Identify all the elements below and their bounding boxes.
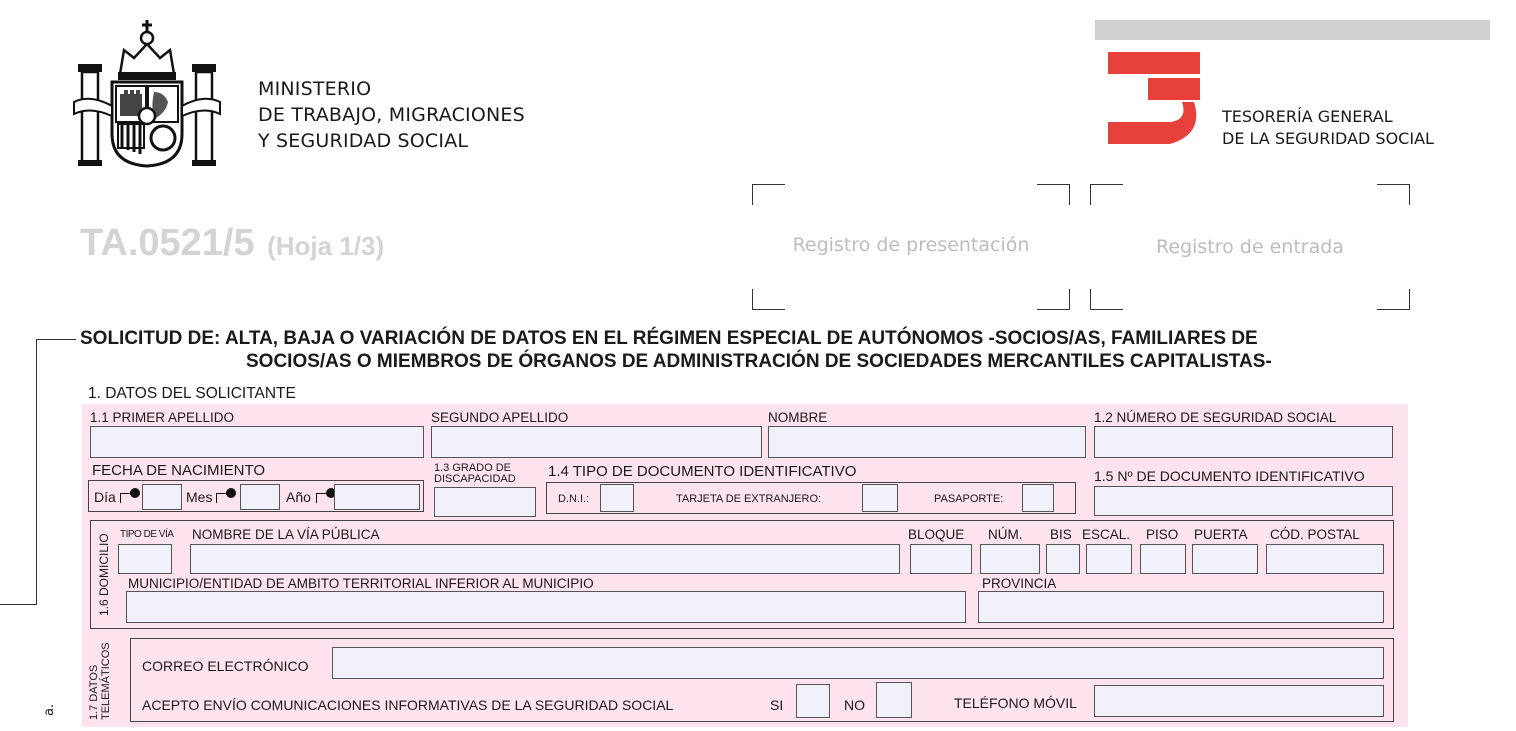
municipio-label: MUNICIPIO/ENTIDAD DE AMBITO TERRITORIAL INFERIOR AL MUNICIPIO xyxy=(128,576,594,591)
tipo-via-field[interactable] xyxy=(118,544,172,574)
tarjeta-extranjero-label: TARJETA DE EXTRANJERO: xyxy=(676,493,822,505)
dia-field[interactable] xyxy=(142,484,182,510)
correo-label: CORREO ELECTRÓNICO xyxy=(142,658,309,674)
num-field[interactable] xyxy=(980,544,1040,574)
telematicos-label-2: TELEMÁTICOS xyxy=(100,642,112,720)
ministry-name xyxy=(258,76,525,154)
ministry-line: Y SEGURIDAD SOCIAL xyxy=(258,130,469,152)
nombre-label: NOMBRE xyxy=(768,410,828,425)
piso-label: PISO xyxy=(1146,527,1179,542)
nss-field[interactable] xyxy=(1094,426,1393,458)
provincia-field[interactable] xyxy=(978,591,1384,623)
fecha-nacimiento-label: FECHA DE NACIMIENTO xyxy=(92,462,266,479)
nombre-field[interactable] xyxy=(768,426,1086,458)
mes-dot xyxy=(226,488,236,498)
primer-apellido-field[interactable] xyxy=(90,426,424,458)
acepto-label: ACEPTO ENVÍO COMUNICACIONES INFORMATIVAS DE LA SEGURIDAD SOCIAL xyxy=(142,697,674,713)
domicilio-label: 1.6 DOMICILIO xyxy=(97,533,111,616)
grado-discapacidad-field[interactable] xyxy=(434,487,536,517)
num-label: NÚM. xyxy=(988,527,1023,542)
form-code-number: TA.0521/5 xyxy=(80,222,255,264)
mes-field[interactable] xyxy=(240,484,280,510)
registro-entrada-box xyxy=(1090,184,1410,310)
dni-label: D.N.I.: xyxy=(558,493,590,505)
ano-label: Año xyxy=(286,489,311,505)
dia-label: Día xyxy=(94,489,116,505)
left-bracket-line xyxy=(36,339,76,605)
margin-fragment: a. xyxy=(42,703,57,716)
form-code xyxy=(80,222,384,265)
municipio-field[interactable] xyxy=(126,591,966,623)
coat-of-arms-logo xyxy=(72,16,222,168)
cod-postal-label: CÓD. POSTAL xyxy=(1270,527,1360,542)
si-checkbox[interactable] xyxy=(796,684,830,718)
dni-checkbox[interactable] xyxy=(600,484,634,512)
num-documento-field[interactable] xyxy=(1094,486,1393,516)
tipo-via-label: TIPO DE VÍA xyxy=(120,529,174,540)
puerta-field[interactable] xyxy=(1192,544,1258,574)
registro-presentacion-box xyxy=(752,184,1070,310)
bloque-label: BLOQUE xyxy=(908,527,965,542)
registro-presentacion-label: Registro de presentación xyxy=(792,234,1030,256)
escal-label: ESCAL. xyxy=(1082,527,1131,542)
correo-field[interactable] xyxy=(332,647,1384,679)
piso-field[interactable] xyxy=(1140,544,1186,574)
mes-label: Mes xyxy=(186,489,213,505)
form-title-line-2: SOCIOS/AS O MIEMBROS DE ÓRGANOS DE ADMINISTRACIÓN DE SOCIEDADES MERCANTILES CAPITALISTAS- xyxy=(246,351,1272,372)
telefono-label: TELÉFONO MÓVIL xyxy=(954,695,1077,711)
ano-field[interactable] xyxy=(334,484,420,510)
telematicos-label-1: 1.7 DATOS xyxy=(88,664,100,720)
tgss-logo xyxy=(1108,52,1200,144)
form-sheet-number: (Hoja 1/3) xyxy=(267,231,385,261)
bis-field[interactable] xyxy=(1046,544,1080,574)
provincia-label: PROVINCIA xyxy=(982,576,1057,591)
telefono-field[interactable] xyxy=(1094,685,1384,717)
bloque-field[interactable] xyxy=(910,544,972,574)
bis-label: BIS xyxy=(1050,527,1072,542)
ministry-line: DE TRABAJO, MIGRACIONES xyxy=(258,104,525,126)
tgss-line: TESORERÍA GENERAL xyxy=(1222,107,1393,126)
cod-postal-field[interactable] xyxy=(1266,544,1384,574)
grado-label-2: DISCAPACIDAD xyxy=(434,473,516,485)
segundo-apellido-field[interactable] xyxy=(431,426,762,458)
primer-apellido-label: 1.1 PRIMER APELLIDO xyxy=(90,410,235,425)
puerta-label: PUERTA xyxy=(1194,527,1248,542)
segundo-apellido-label: SEGUNDO APELLIDO xyxy=(431,410,569,425)
ministry-line: MINISTERIO xyxy=(258,78,372,100)
tgss-line: DE LA SEGURIDAD SOCIAL xyxy=(1222,129,1434,148)
nombre-via-label: NOMBRE DE LA VÍA PÚBLICA xyxy=(192,527,380,542)
no-label: NO xyxy=(844,697,865,713)
tgss-name xyxy=(1222,106,1434,150)
nombre-via-field[interactable] xyxy=(190,544,900,574)
section-1-heading: 1. DATOS DEL SOLICITANTE xyxy=(88,385,296,402)
pasaporte-label: PASAPORTE: xyxy=(934,493,1004,505)
left-bracket-foot xyxy=(0,604,37,605)
grado-label-1: 1.3 GRADO DE xyxy=(434,462,512,474)
solicitante-panel xyxy=(82,404,1408,727)
pasaporte-checkbox[interactable] xyxy=(1022,484,1054,512)
dia-dot xyxy=(130,488,140,498)
tarjeta-extranjero-checkbox[interactable] xyxy=(862,484,898,512)
no-checkbox[interactable] xyxy=(876,682,912,718)
form-title-line-1: SOLICITUD DE: ALTA, BAJA O VARIACIÓN DE DATOS EN EL RÉGIMEN ESPECIAL DE AUTÓNOMOS -SOCIOS/AS, FAMILIARES DE xyxy=(80,328,1258,349)
registro-entrada-label: Registro de entrada xyxy=(1156,236,1344,258)
tipo-documento-label: 1.4 TIPO DE DOCUMENTO IDENTIFICATIVO xyxy=(548,463,857,480)
header-grey-bar xyxy=(1095,20,1490,40)
num-documento-label: 1.5 Nº DE DOCUMENTO IDENTIFICATIVO xyxy=(1094,468,1365,484)
nss-label: 1.2 NÚMERO DE SEGURIDAD SOCIAL xyxy=(1094,410,1337,425)
si-label: SI xyxy=(770,697,784,713)
escal-field[interactable] xyxy=(1086,544,1132,574)
